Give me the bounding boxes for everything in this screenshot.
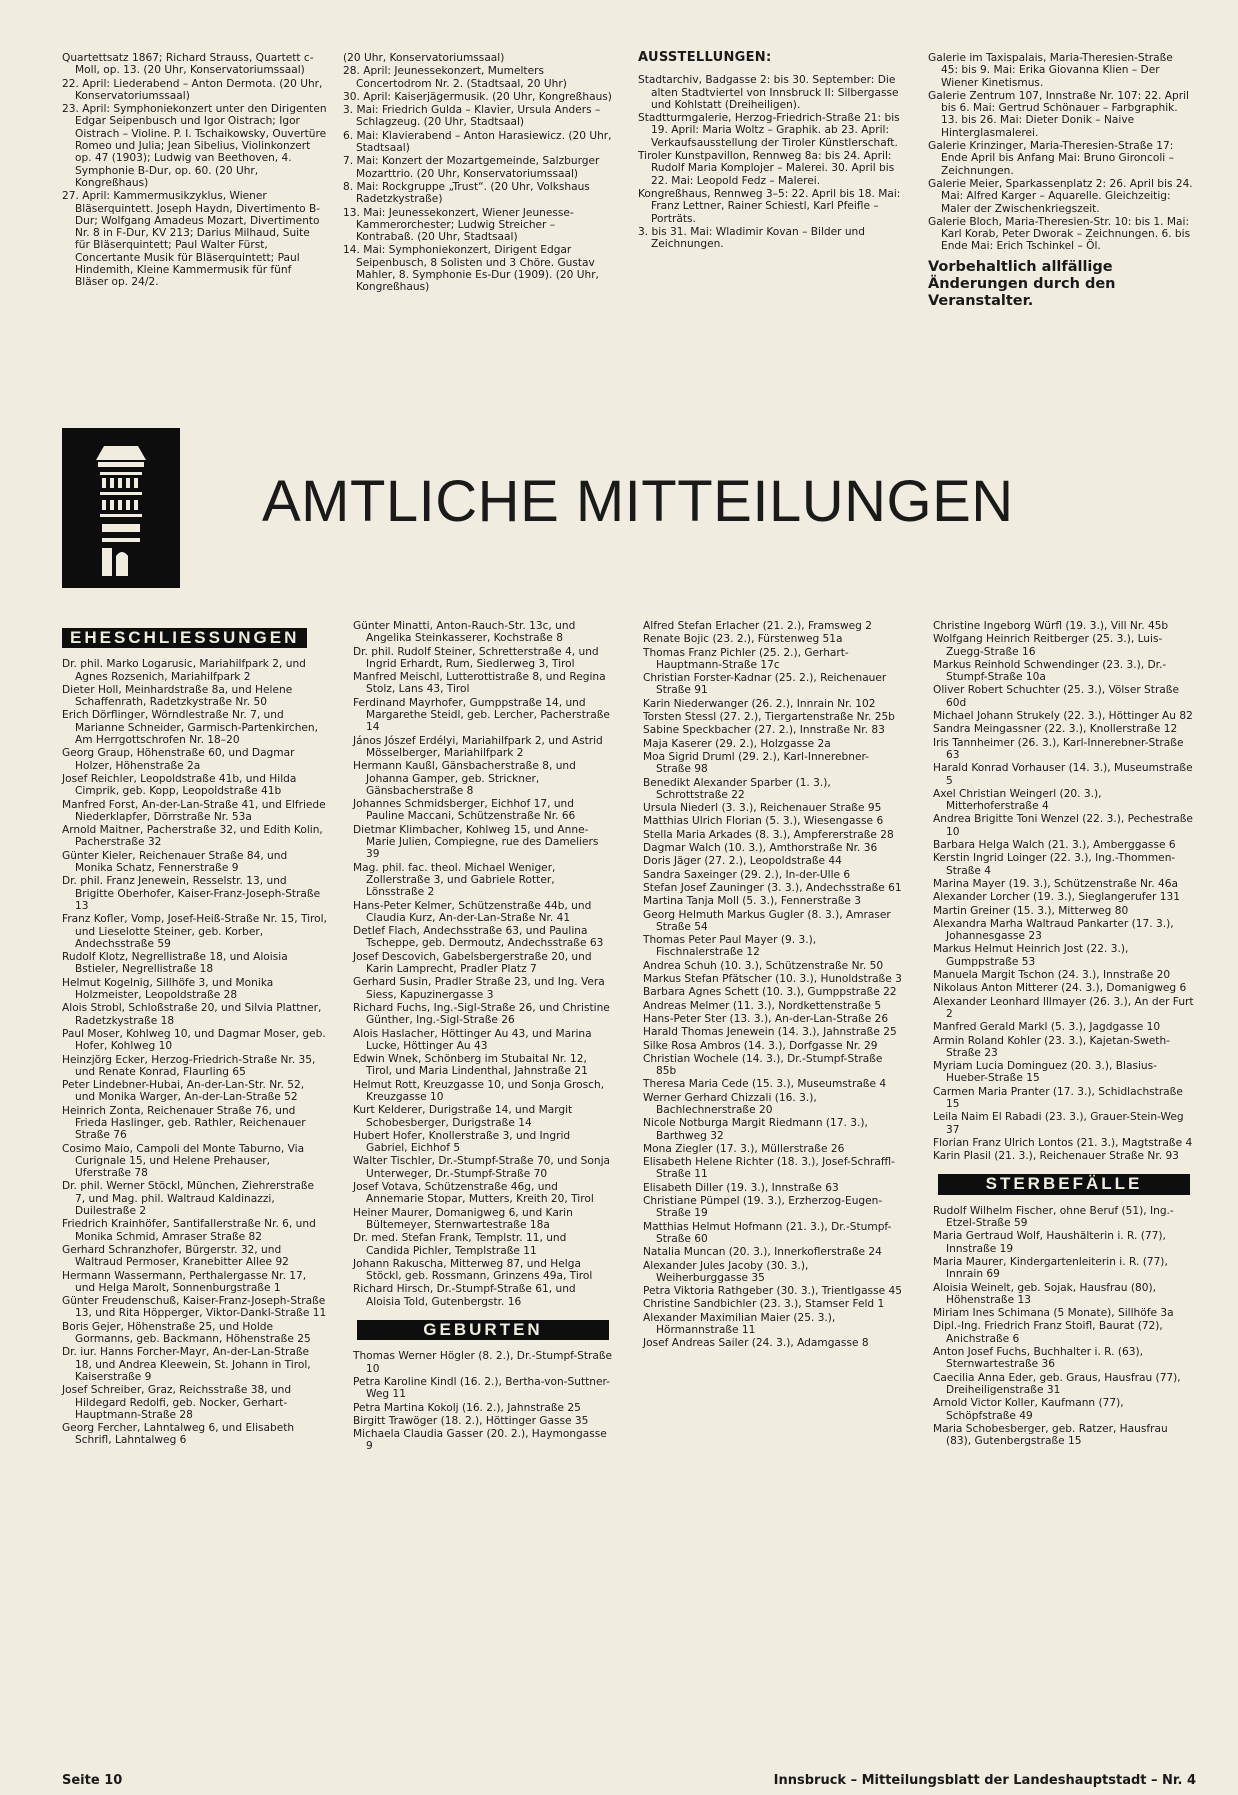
concert-entry: (20 Uhr, Konservatoriumssaal) bbox=[343, 52, 505, 64]
title-block bbox=[62, 428, 1202, 590]
marriage-entry: Walter Tischler, Dr.-Stumpf-Straße 70, und Sonja Unterweger, Dr.-Stumpf-Straße 70 bbox=[353, 1155, 611, 1180]
death-entry: Dipl.-Ing. Friedrich Franz Stoifl, Baurat (72), Anichstraße 6 bbox=[933, 1320, 1163, 1345]
marriage-entry: János Jószef Erdélyi, Mariahilfpark 2, und Astrid Mösselberger, Mariahilfpark 2 bbox=[353, 734, 603, 759]
marriage-entry: Heinrich Zonta, Reichenauer Straße 76, und Frieda Haslinger, geb. Rathler, Reichenauer Straße 76 bbox=[62, 1104, 306, 1142]
marriage-entry: Günter Minatti, Anton-Rauch-Str. 13c, und Angelika Steinkasserer, Kochstraße 8 bbox=[353, 620, 576, 645]
birth-entry: Thomas Werner Högler (8. 2.), Dr.-Stumpf-Straße 10 bbox=[353, 1350, 613, 1375]
marriage-entry: Mag. phil. fac. theol. Michael Weniger, Zollerstraße 3, und Gabriele Rotter, Lönsstraße 2 bbox=[353, 861, 556, 899]
birth-entry: Christine Sandbichler (23. 3.), Stamser Feld 1 bbox=[643, 1298, 885, 1311]
exhibition-entry: Galerie Krinzinger, Maria-Theresien-Straße 17: Ende April bis Anfang Mai: Bruno Gironcoli – Zeichnungen. bbox=[928, 140, 1174, 177]
birth-entry: Christine Ingeborg Würfl (19. 3.), Vill Nr. 45b bbox=[933, 620, 1169, 632]
lower-col-3 bbox=[643, 620, 903, 1351]
birth-entry: Petra Viktoria Rathgeber (30. 3.), Trientlgasse 45 bbox=[643, 1285, 902, 1298]
birth-entry: Harald Konrad Vorhauser (14. 3.), Museumstraße 5 bbox=[933, 762, 1193, 787]
concert-entry: 30. April: Kaiserjägermusik. (20 Uhr, Kongreßhaus) bbox=[343, 90, 612, 103]
marriage-entry: Richard Fuchs, Ing.-Sigl-Straße 26, und Christine Günther, Ing.-Sigl-Straße 26 bbox=[353, 1001, 610, 1027]
birth-entry: Matthias Ulrich Florian (5. 3.), Wiesengasse 6 bbox=[643, 815, 884, 828]
concert-entry: 27. April: Kammermusikzyklus, Wiener Bläserquintett. Joseph Haydn, Divertimento B-Dur; Wolfgang Amadeus Mozart, Divertimento Nr. 8 in F-Dur, KV 213; Darius Milhaud, Suite für Bläserquintett; Paul Walter Fürst, Concertante Musik für Bläserquintett; Paul Hindemith, Kleine Kammermusik für fünf Bläser op. 24/2. bbox=[62, 190, 321, 289]
birth-entry: Petra Karoline Kindl (16. 2.), Bertha-von-Suttner-Weg 11 bbox=[353, 1375, 611, 1401]
marriage-entry: Hermann Wassermann, Perthalergasse Nr. 17, und Helga Marolt, Sonnenburgstraße 1 bbox=[62, 1269, 307, 1294]
death-entry: Maria Gertraud Wolf, Haushälterin i. R. (77), Innstraße 19 bbox=[933, 1230, 1166, 1255]
marriage-entry: Alois Strobl, Schloßstraße 20, und Silvia Plattner, Radetzkystraße 18 bbox=[62, 1002, 322, 1027]
birth-entry: Theresa Maria Cede (15. 3.), Museumstraße 4 bbox=[643, 1078, 887, 1091]
exhibition-entry: Galerie Zentrum 107, Innstraße Nr. 107: 22. April bis 6. Mai: Gertrud Schönauer – Farbgraphik. 13. bis 26. Mai: Dieter Donik – Naive Hinterglasmalerei. bbox=[928, 89, 1189, 139]
exhibition-entry: 3. bis 31. Mai: Wladimir Kovan – Bilder und Zeichnungen. bbox=[638, 225, 865, 251]
death-entry: Maria Maurer, Kindergartenleiterin i. R. (77), Innrain 69 bbox=[933, 1255, 1168, 1281]
birth-entry: Nikolaus Anton Mitterer (24. 3.), Domanigweg 6 bbox=[933, 982, 1187, 995]
exhibition-entry: Galerie Meier, Sparkassenplatz 2: 26. April bis 24. Mai: Alfred Karger – Aquarelle. Gleichzeitig: Maler der Zwischenkriegszeit. bbox=[928, 177, 1193, 215]
birth-entry: Sabine Speckbacher (27. 2.), Innstraße Nr. 83 bbox=[643, 724, 885, 737]
concert-entry: 7. Mai: Konzert der Mozartgemeinde, Salzburger Mozarttrio. (20 Uhr, Konservatoriumssaal) bbox=[343, 155, 600, 180]
publication-title: Innsbruck – Mitteilungsblatt der Landeshauptstadt – Nr. 4 bbox=[773, 1773, 1196, 1788]
birth-entry: Axel Christian Weingerl (20. 3.), Mitterhoferstraße 4 bbox=[933, 787, 1102, 813]
birth-entry: Marina Mayer (19. 3.), Schützenstraße Nr. 46a bbox=[933, 877, 1178, 890]
marriage-entry: Hans-Peter Kelmer, Schützenstraße 44b, und Claudia Kurz, An-der-Lan-Straße Nr. 41 bbox=[353, 899, 592, 924]
marriage-entry: Rudolf Klotz, Negrellistraße 18, und Aloisia Bstieler, Negrellistraße 18 bbox=[62, 951, 288, 976]
disclaimer-note: Vorbehaltlich allfällige Änderungen durch den Veranstalter. bbox=[928, 258, 1116, 309]
birth-entry: Sandra Saxeinger (29. 2.), In-der-Ulle 6 bbox=[643, 868, 851, 881]
city-tower-icon bbox=[62, 428, 180, 588]
birth-entry: Silke Rosa Ambros (14. 3.), Dorfgasse Nr. 29 bbox=[643, 1039, 878, 1052]
birth-entry: Alexander Jules Jacoby (30. 3.), Weiherburggasse 35 bbox=[643, 1259, 809, 1284]
birth-entry: Thomas Franz Pichler (25. 2.), Gerhart-Hauptmann-Straße 17c bbox=[643, 646, 849, 671]
marriage-entry: Dr. phil. Rudolf Steiner, Schretterstraße 4, und Ingrid Erhardt, Rum, Siedlerweg 3, Tirol bbox=[353, 645, 599, 670]
death-entry: Anton Josef Fuchs, Buchhalter i. R. (63), Sternwartestraße 36 bbox=[933, 1346, 1144, 1371]
marriage-entry: Josef Descovich, Gabelsbergerstraße 20, und Karin Lamprecht, Pradler Platz 7 bbox=[353, 950, 592, 976]
marriage-entry: Franz Kofler, Vomp, Josef-Heiß-Straße Nr. 15, Tirol, und Lieselotte Steiner, geb. Korber, Andechsstraße 59 bbox=[62, 913, 327, 950]
marriage-entry: Peter Lindebner-Hubai, An-der-Lan-Str. Nr. 52, und Monika Warger, An-der-Lan-Straße 52 bbox=[62, 1079, 305, 1104]
marriage-entry: Dietmar Klimbacher, Kohlweg 15, und Anne-Marie Julien, Compiegne, rue des Dameliers 39 bbox=[353, 823, 599, 861]
lower-col-4 bbox=[933, 620, 1195, 1448]
marriage-entry: Josef Reichler, Leopoldstraße 41b, und Hilda Cimprik, geb. Kopp, Leopoldstraße 41b bbox=[62, 772, 297, 798]
marriage-entry: Josef Votava, Schützenstraße 46g, und Annemarie Stopar, Mutters, Kreith 20, Tirol bbox=[353, 1181, 594, 1206]
marriage-entry: Johannes Schmidsberger, Eichhof 17, und Pauline Maccani, Schützenstraße Nr. 66 bbox=[353, 798, 576, 823]
birth-entry: Carmen Maria Pranter (17. 3.), Schidlachstraße 15 bbox=[933, 1085, 1183, 1110]
exhibition-entry: Galerie Bloch, Maria-Theresien-Str. 10: bis 1. Mai: Karl Korab, Peter Dworak – Zeichnungen. 6. bis Ende Mai: Erich Tschinkel – Öl. bbox=[928, 215, 1191, 253]
concert-entry: 6. Mai: Klavierabend – Anton Harasiewicz. (20 Uhr, Stadtsaal) bbox=[343, 129, 612, 155]
marriage-entry: Günter Freudenschuß, Kaiser-Franz-Joseph-Straße 13, und Rita Höpperger, Viktor-Dankl-Straße 11 bbox=[62, 1295, 327, 1320]
concert-entry: 8. Mai: Rockgruppe „Trust“. (20 Uhr, Volkshaus Radetzkystraße) bbox=[343, 180, 590, 206]
birth-entry: Alexander Leonhard Illmayer (26. 3.), An der Furt 2 bbox=[933, 995, 1194, 1020]
birth-entry: Martina Tanja Moll (5. 3.), Fennerstraße 3 bbox=[643, 895, 861, 908]
death-entry: Maria Schobesberger, geb. Ratzer, Hausfrau (83), Gutenbergstraße 15 bbox=[933, 1422, 1168, 1448]
concert-entry: 23. April: Symphoniekonzert unter den Dirigenten Edgar Seipenbusch und Igor Oistrach; Igor Oistrach – Violine. P. I. Tschaikowsky, Ouvertüre Romeo und Julia; Jean Sibelius, Violinkonzert op. 47 (1903); Ludwig van Beethoven, 4. Symphonie B-Dur, op. 60. (20 Uhr, Kongreßhaus) bbox=[62, 103, 327, 189]
marriage-entry: Dr. iur. Hanns Forcher-Mayr, An-der-Lan-Straße 18, und Andrea Kleewein, St. Johann in Tirol, Kaiserstraße 9 bbox=[62, 1346, 311, 1383]
birth-entry: Stella Maria Arkades (8. 3.), Ampfererstraße 28 bbox=[643, 828, 894, 841]
birth-entry: Torsten Stessl (27. 2.), Tiergartenstraße Nr. 25b bbox=[643, 711, 895, 724]
birth-entry: Harald Thomas Jenewein (14. 3.), Jahnstraße 25 bbox=[643, 1026, 897, 1039]
birth-entry: Birgitt Trawöger (18. 2.), Höttinger Gasse 35 bbox=[353, 1414, 589, 1427]
birth-entry: Nicole Notburga Margit Riedmann (17. 3.), Barthweg 32 bbox=[643, 1117, 868, 1142]
top-col-1 bbox=[62, 52, 327, 290]
birth-entry: Matthias Helmut Hofmann (21. 3.), Dr.-Stumpf-Straße 60 bbox=[643, 1220, 892, 1245]
birth-entry: Barbara Helga Walch (21. 3.), Amberggasse 6 bbox=[933, 839, 1176, 852]
lower-col-2 bbox=[353, 620, 613, 1454]
marriage-entry: Alois Haslacher, Höttinger Au 43, und Marina Lucke, Höttinger Au 43 bbox=[353, 1027, 592, 1052]
page-number: Seite 10 bbox=[62, 1773, 123, 1788]
marriage-entry: Heinzjörg Ecker, Herzog-Friedrich-Straße Nr. 35, und Renate Konrad, Flaurling 65 bbox=[62, 1053, 316, 1078]
deaths-label: STERBEFÄLLE bbox=[938, 1174, 1190, 1194]
birth-entry: Markus Stefan Pfätscher (10. 3.), Hunoldstraße 3 bbox=[643, 973, 902, 986]
birth-entry: Martin Greiner (15. 3.), Mitterweg 80 bbox=[933, 904, 1129, 917]
birth-entry: Elisabeth Helene Richter (18. 3.), Josef-Schraffl-Straße 11 bbox=[643, 1156, 895, 1181]
marriage-entry: Dieter Holl, Meinhardstraße 8a, und Helene Schaffenrath, Radetzkystraße Nr. 50 bbox=[62, 683, 293, 709]
births-label: GEBURTEN bbox=[357, 1320, 609, 1340]
birth-entry: Armin Roland Kohler (23. 3.), Kajetan-Sweth-Straße 23 bbox=[933, 1034, 1170, 1059]
marriage-entry: Boris Gejer, Höhenstraße 25, und Holde Gormanns, geb. Backmann, Höhenstraße 25 bbox=[62, 1320, 311, 1346]
marriage-entry: Paul Moser, Kohlweg 10, und Dagmar Moser, geb. Hofer, Kohlweg 10 bbox=[62, 1027, 326, 1053]
birth-entry: Andrea Schuh (10. 3.), Schützenstraße Nr. 50 bbox=[643, 959, 884, 972]
marriage-entry: Heiner Maurer, Domanigweg 6, und Karin Bültemeyer, Sternwartestraße 18a bbox=[353, 1206, 573, 1231]
marriage-entry: Günter Kieler, Reichenauer Straße 84, und Monika Schatz, Fennerstraße 9 bbox=[62, 849, 288, 875]
birth-entry: Manfred Gerald Markl (5. 3.), Jagdgasse 10 bbox=[933, 1021, 1161, 1034]
marriage-entry: Josef Schreiber, Graz, Reichsstraße 38, und Hildegard Redolfi, geb. Nocker, Gerhart-Hauptmann-Straße 28 bbox=[62, 1384, 292, 1421]
marriage-entry: Edwin Wnek, Schönberg im Stubaital Nr. 12, Tirol, und Maria Lindenthal, Jahnstraße 21 bbox=[353, 1053, 588, 1078]
death-entry: Miriam Ines Schimana (5 Monate), Sillhöfe 3a bbox=[933, 1307, 1174, 1320]
birth-entry: Manuela Margit Tschon (24. 3.), Innstraße 20 bbox=[933, 969, 1171, 982]
death-entry: Rudolf Wilhelm Fischer, ohne Beruf (51), Ing.-Etzel-Straße 59 bbox=[933, 1204, 1174, 1230]
marriage-entry: Ferdinand Mayrhofer, Gumppstraße 14, und Margarethe Steidl, geb. Lercher, Pacherstraße 14 bbox=[353, 696, 610, 734]
exhibition-entry: Galerie im Taxispalais, Maria-Theresien-Straße 45: bis 9. Mai: Erika Giovanna Klien – Der Wiener Kinetismus. bbox=[928, 52, 1173, 89]
marriage-entry: Hubert Hofer, Knollerstraße 3, und Ingrid Gabriel, Eichhof 5 bbox=[353, 1129, 571, 1155]
birth-entry: Andrea Brigitte Toni Wenzel (22. 3.), Pechestraße 10 bbox=[933, 813, 1193, 838]
top-col-2 bbox=[343, 52, 613, 295]
lower-col-1 bbox=[62, 624, 327, 1448]
birth-entry: Karin Plasil (21. 3.), Reichenauer Straße Nr. 93 bbox=[933, 1150, 1179, 1163]
birth-entry: Oliver Robert Schuchter (25. 3.), Völser Straße 60d bbox=[933, 684, 1179, 709]
birth-entry: Stefan Josef Zauninger (3. 3.), Andechsstraße 61 bbox=[643, 881, 902, 894]
birth-entry: Elisabeth Diller (19. 3.), Innstraße 63 bbox=[643, 1181, 839, 1194]
birth-entry: Sandra Meingassner (22. 3.), Knollerstraße 12 bbox=[933, 723, 1178, 736]
birth-entry: Maja Kaserer (29. 2.), Holzgasse 2a bbox=[643, 737, 831, 750]
top-col-3 bbox=[638, 52, 903, 251]
marriage-entry: Helmut Rott, Kreuzgasse 10, und Sonja Grosch, Kreuzgasse 10 bbox=[353, 1078, 605, 1103]
birth-entry: Alexandra Marha Waltraud Pankarter (17. 3.), Johannesgasse 23 bbox=[933, 917, 1174, 943]
marriage-entry: Dr. phil. Franz Jenewein, Resselstr. 13, und Brigitte Oberhofer, Kaiser-Franz-Joseph-Straße 13 bbox=[62, 875, 321, 912]
concert-entry: 3. Mai: Friedrich Gulda – Klavier, Ursula Anders – Schlagzeug. (20 Uhr, Stadtsaal) bbox=[343, 104, 601, 129]
death-entry: Aloisia Weinelt, geb. Sojak, Hausfrau (80), Höhenstraße 13 bbox=[933, 1281, 1156, 1306]
concert-entry: 28. April: Jeunessekonzert, Mumelters Concertodrom Nr. 2. (Stadtsaal, 20 Uhr) bbox=[343, 65, 567, 90]
birth-entry: Christian Forster-Kadnar (25. 2.), Reichenauer Straße 91 bbox=[643, 672, 887, 697]
birth-entry: Christiane Pümpel (19. 3.), Erzherzog-Eugen-Straße 19 bbox=[643, 1195, 883, 1220]
concert-entry: 13. Mai: Jeunessekonzert, Wiener Jeunesse-Kammerorchester; Ludwig Streicher – Kontrabaß. (20 Uhr, Stadtsaal) bbox=[343, 206, 574, 244]
birth-entry: Barbara Agnes Schett (10. 3.), Gumppstraße 22 bbox=[643, 986, 897, 999]
exhibition-entry: Kongreßhaus, Rennweg 3–5: 22. April bis 18. Mai: Franz Lettner, Rainer Schiestl, Karl Pfeifle – Porträts. bbox=[638, 187, 901, 225]
birth-entry: Natalia Muncan (20. 3.), Innerkoflerstraße 24 bbox=[643, 1246, 882, 1259]
birth-entry: Benedikt Alexander Sparber (1. 3.), Schrottstraße 22 bbox=[643, 776, 831, 801]
marriage-entry: Gerhard Schranzhofer, Bürgerstr. 32, und Waltraud Permoser, Kranebitter Allee 92 bbox=[62, 1243, 289, 1269]
marriage-entry: Manfred Forst, An-der-Lan-Straße 41, und Elfriede Niederklapfer, Dörrstraße Nr. 53a bbox=[62, 798, 326, 823]
marriage-entry: Helmut Kogelnig, Sillhöfe 3, und Monika Holzmeister, Leopoldstraße 28 bbox=[62, 976, 274, 1002]
birth-entry: Iris Tannheimer (26. 3.), Karl-Innerebner-Straße 63 bbox=[933, 736, 1184, 761]
birth-entry: Renate Bojic (23. 2.), Fürstenweg 51a bbox=[643, 633, 843, 646]
marriage-entry: Richard Hirsch, Dr.-Stumpf-Straße 61, und Aloisia Told, Gutenbergstr. 16 bbox=[353, 1283, 576, 1308]
birth-entry: Moa Sigrid Druml (29. 2.), Karl-Innerebner-Straße 98 bbox=[643, 750, 869, 776]
marriage-entry: Arnold Maitner, Pacherstraße 32, und Edith Kolin, Pacherstraße 32 bbox=[62, 824, 323, 849]
birth-entry: Markus Helmut Heinrich Jost (22. 3.), Gumppstraße 53 bbox=[933, 943, 1129, 968]
birth-entry: Andreas Melmer (11. 3.), Nordkettenstraße 5 bbox=[643, 999, 882, 1012]
marriage-entry: Friedrich Krainhöfer, Santifallerstraße Nr. 6, und Monika Schmid, Amraser Straße 82 bbox=[62, 1218, 316, 1243]
death-entry: Caecilia Anna Eder, geb. Graus, Hausfrau (77), Dreiheiligenstraße 31 bbox=[933, 1371, 1181, 1396]
birth-entry: Dagmar Walch (10. 3.), Amthorstraße Nr. 36 bbox=[643, 842, 878, 855]
birth-entry: Kerstin Ingrid Loinger (22. 3.), Ing.-Thommen-Straße 4 bbox=[933, 852, 1176, 877]
page-title: AMTLICHE MITTEILUNGEN bbox=[262, 469, 1014, 534]
birth-entry: Hans-Peter Ster (13. 3.), An-der-Lan-Straße 26 bbox=[643, 1012, 889, 1025]
top-col-4 bbox=[928, 52, 1193, 310]
birth-entry: Alexander Maximilian Maier (25. 3.), Hörmannstraße 11 bbox=[643, 1311, 836, 1337]
concert-entry: Quartettsatz 1867; Richard Strauss, Quartett c-Moll, op. 13. (20 Uhr, Konservatoriumssaal) bbox=[62, 52, 314, 77]
exhibition-entry: Stadtturmgalerie, Herzog-Friedrich-Straße 21: bis 19. April: Maria Woltz – Graphik. ab 23. April: Verkaufsausstellung der Tiroler Künstlerschaft. bbox=[638, 112, 900, 149]
birth-entry: Mona Ziegler (17. 3.), Müllerstraße 26 bbox=[643, 1142, 845, 1155]
exhibitions-heading: AUSSTELLUNGEN: bbox=[638, 50, 772, 65]
death-entry: Arnold Victor Koller, Kaufmann (77), Schöpfstraße 49 bbox=[933, 1397, 1124, 1422]
birth-entry: Alexander Lorcher (19. 3.), Sieglangerufer 131 bbox=[933, 891, 1180, 904]
birth-entry: Myriam Lucia Dominguez (20. 3.), Blasius-Hueber-Straße 15 bbox=[933, 1060, 1157, 1085]
marriage-entry: Hermann Kaußl, Gänsbacherstraße 8, und Johanna Gamper, geb. Strickner, Gänsbacherstraße 8 bbox=[353, 760, 576, 797]
marriage-entry: Manfred Meischl, Lutterottistraße 8, und Regina Stolz, Lans 43, Tirol bbox=[353, 671, 606, 696]
birth-entry: Doris Jäger (27. 2.), Leopoldstraße 44 bbox=[643, 855, 842, 868]
concert-entry: 14. Mai: Symphoniekonzert, Dirigent Edgar Seipenbusch, 8 Solisten und 3 Chöre. Gustav Mahler, 8. Symphonie Es-Dur (1909). (20 Uhr, Kongreßhaus) bbox=[343, 244, 599, 294]
marriage-entry: Erich Dörflinger, Wörndlestraße Nr. 7, und Marianne Schneider, Garmisch-Partenkirchen, Am Herrgottschrofen Nr. 18–20 bbox=[62, 709, 319, 747]
marriage-entry: Georg Graup, Höhenstraße 60, und Dagmar Holzer, Höhenstraße 2a bbox=[62, 747, 295, 772]
birth-entry: Thomas Peter Paul Mayer (9. 3.), Fischnalerstraße 12 bbox=[643, 934, 817, 959]
marriage-entry: Dr. phil. Marko Logarusic, Mariahilfpark 2, und Agnes Rozsenich, Mariahilfpark 2 bbox=[62, 658, 306, 683]
marriages-label: EHESCHLIESSUNGEN bbox=[62, 628, 307, 648]
birth-entry: Christian Wochele (14. 3.), Dr.-Stumpf-Straße 85b bbox=[643, 1052, 883, 1078]
marriage-entry: Cosimo Maio, Campoli del Monte Taburno, Via Curignale 15, und Helene Prehauser, Uferstraße 78 bbox=[62, 1142, 305, 1180]
birth-entry: Petra Martina Kokolj (16. 2.), Jahnstraße 25 bbox=[353, 1401, 581, 1414]
birth-entry: Karin Niederwanger (26. 2.), Innrain Nr. 102 bbox=[643, 697, 876, 710]
birth-entry: Florian Franz Ulrich Lontos (21. 3.), Magtstraße 4 bbox=[933, 1136, 1193, 1149]
birth-entry: Ursula Niederl (3. 3.), Reichenauer Straße 95 bbox=[643, 802, 882, 815]
exhibition-entry: Tiroler Kunstpavillon, Rennweg 8a: bis 24. April: Rudolf Maria Komplojer – Malerei. 30. April bis 22. Mai: Leopold Fedz – Malerei. bbox=[638, 150, 895, 187]
birth-entry: Josef Andreas Sailer (24. 3.), Adamgasse 8 bbox=[643, 1337, 869, 1350]
birth-entry: Michaela Claudia Gasser (20. 2.), Haymongasse 9 bbox=[353, 1428, 607, 1453]
marriage-entry: Kurt Kelderer, Durigstraße 14, und Margit Schobesberger, Durigstraße 14 bbox=[353, 1104, 573, 1129]
birth-entry: Werner Gerhard Chizzali (16. 3.), Bachlechnerstraße 20 bbox=[643, 1091, 817, 1116]
birth-entry: Wolfgang Heinrich Reitberger (25. 3.), Luis-Zuegg-Straße 16 bbox=[933, 633, 1163, 658]
marriage-entry: Johann Rakuscha, Mitterweg 87, und Helga Stöckl, geb. Rossmann, Grinzens 49a, Tirol bbox=[353, 1257, 593, 1283]
birth-entry: Leila Naim El Rabadi (23. 3.), Grauer-Stein-Weg 37 bbox=[933, 1111, 1184, 1136]
marriage-entry: Detlef Flach, Andechsstraße 63, und Paulina Tscheppe, geb. Dermoutz, Andechsstraße 63 bbox=[353, 925, 604, 950]
marriage-entry: Dr. med. Stefan Frank, Templstr. 11, und Candida Pichler, Templstraße 11 bbox=[353, 1232, 567, 1257]
birth-entry: Georg Helmuth Markus Gugler (8. 3.), Amraser Straße 54 bbox=[643, 908, 891, 933]
exhibition-entry: Stadtarchiv, Badgasse 2: bis 30. September: Die alten Stadtviertel von Innsbruck II: Silbergasse und Kohlstatt (Dreiheiligen). bbox=[638, 74, 899, 111]
concert-entry: 22. April: Liederabend – Anton Dermota. (20 Uhr, Konservatoriumssaal) bbox=[62, 77, 323, 102]
birth-entry: Michael Johann Strukely (22. 3.), Höttinger Au 82 bbox=[933, 710, 1193, 723]
marriage-entry: Gerhard Susin, Pradler Straße 23, und Ing. Vera Siess, Kapuzinergasse 3 bbox=[353, 976, 605, 1001]
marriage-entry: Georg Fercher, Lahntalweg 6, und Elisabeth Schrifl, Lahntalweg 6 bbox=[62, 1422, 295, 1447]
birth-entry: Markus Reinhold Schwendinger (23. 3.), Dr.-Stumpf-Straße 10a bbox=[933, 658, 1167, 684]
marriage-entry: Dr. phil. Werner Stöckl, München, Ziehrerstraße 7, und Mag. phil. Waltraud Kaldinazzi, Duilestraße 2 bbox=[62, 1180, 315, 1218]
birth-entry: Alfred Stefan Erlacher (21. 2.), Framsweg 2 bbox=[643, 620, 872, 632]
